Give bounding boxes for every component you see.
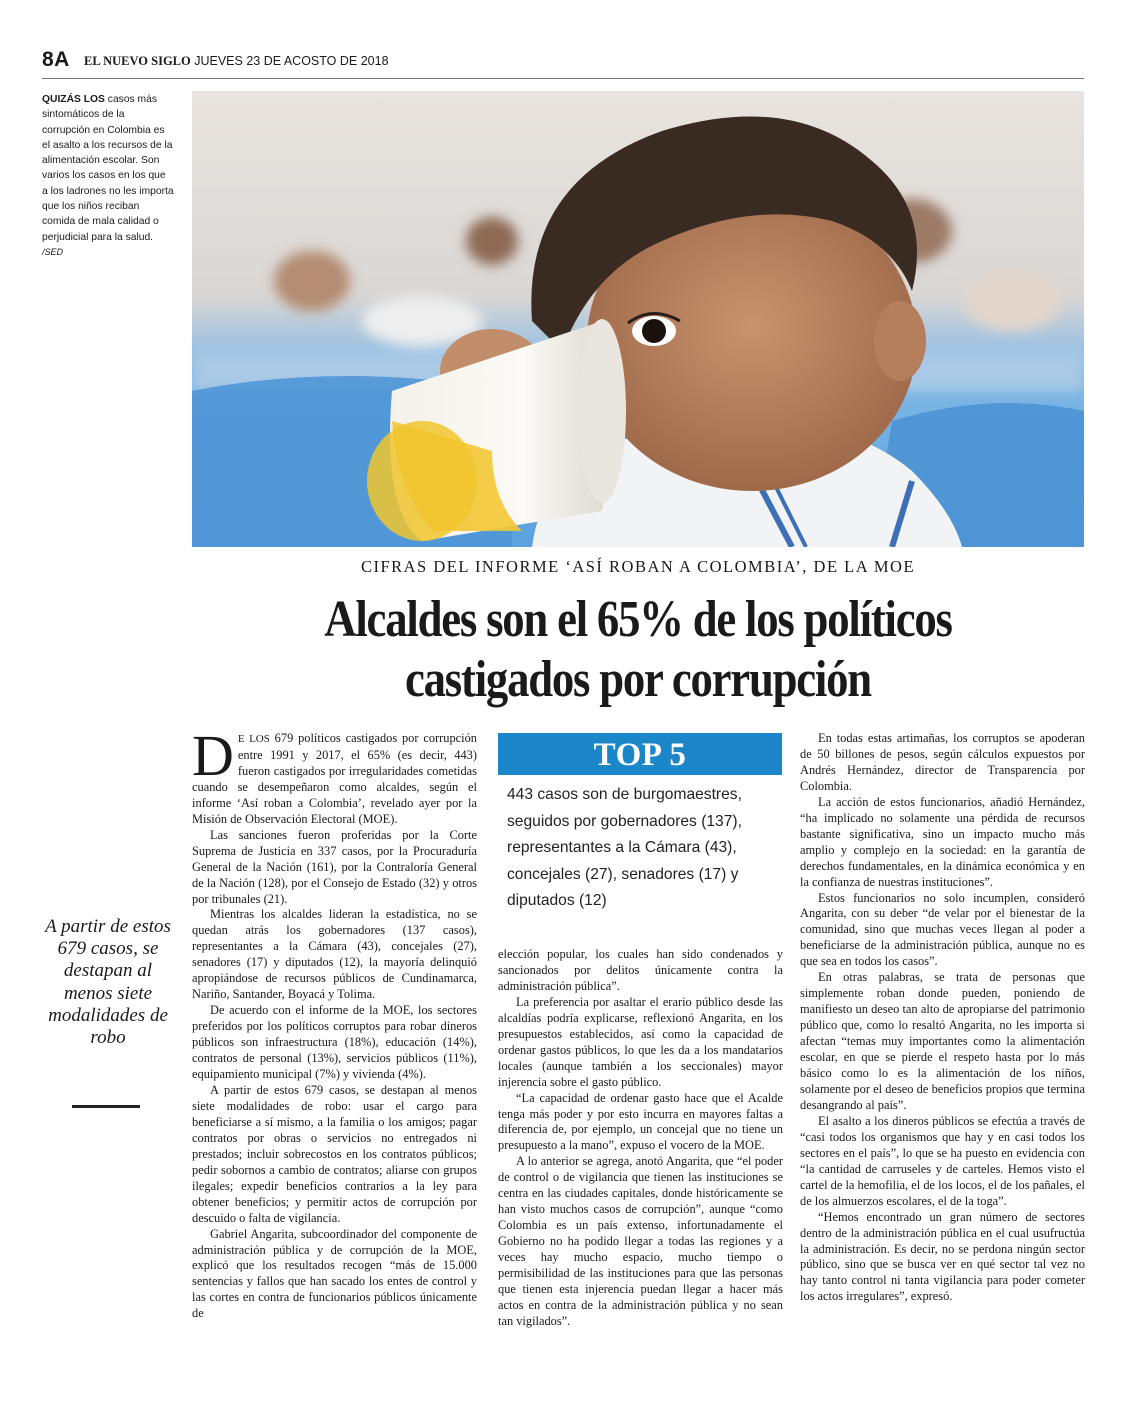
pull-quote: A partir de estos 679 casos, se destapan al menos siete modalidades de robo: [45, 916, 171, 1049]
header-rule: [42, 78, 1084, 79]
caption-lead: QUIZÁS LOS: [42, 94, 105, 105]
paragraph: En otras palabras, se trata de personas que simplemente roban donde pueden, poniendo de manifiesto un deseo tan alto de apropiarse del patrimonio público que, como lo resaltó Angarita, no les importa si afectan “temas muy importantes como la alimentación escolar, en que se pierde el respeto hasta por lo más básico como lo es la alimentación de los niños, solamente por el deseo de beneficios propios que termina desangrando al país”.: [800, 970, 1085, 1112]
pull-quote-rule: [72, 1105, 140, 1108]
article-column-1: [192, 723, 477, 1322]
top5-text: 443 casos son de burgomaestres, seguidos por gobernadores (137), representantes a la Cámara (43), concejales (27), senadores (17) y diputados (12): [507, 786, 742, 910]
lead-photo: [192, 91, 1084, 547]
drop-cap: D: [192, 723, 234, 788]
paragraph: La acción de estos funcionarios, añadió Hernández, “ha implicado no solamente una pérdida de recursos bastante significativa, sino un impacto mucho más amplio y complejo en la sociedad: en la garantía de derechos fundamentales, en la dinámica económica y en la confianza de nuestras instituciones”.: [800, 794, 1085, 889]
page-number: 8A: [42, 48, 70, 71]
paragraph: De acuerdo con el informe de la MOE, los sectores preferidos por los políticos corruptos para robar dineros públicos son infraestructura (18%), educación (14%), contratos de personal (13%), servicios públicos (11%), equipamiento municipal (7%) y vivienda (4%).: [192, 1003, 477, 1082]
lead-smallcaps: E LOS: [237, 733, 270, 745]
issue-date: JUEVES 23 DE ACOSTO DE 2018: [194, 54, 389, 68]
paragraph: Las sanciones fueron proferidas por la Corte Suprema de Justicia en 337 casos, por la Procuraduría General de la Nación (161), por la Contraloría General de la Nación (128), por el Consejo de Estado (32) y otros por tribunales (21).: [192, 827, 477, 906]
paragraph: [192, 723, 477, 828]
caption-text: casos más sintomáticos de la corrupción en Colombia es el asalto a los recursos de la alimentación escolar. Son varios los casos en los que a los ladrones no les importa que los niños reciban comida de mala calidad o perjudicial para la salud.: [42, 94, 174, 243]
paragraph: A partir de estos 679 casos, se destapan al menos siete modalidades de robo: usar el cargo para beneficiarse a sí mismo, a la familia o los amigos; pagar contratos por obras o servicios no entregados ni prestados; incluir sobrecostos en los contratos públicos; pedir sobornos a cambio de contratos; aliarse con grupos ilegales; expedir beneficios contrarios a la ley para obtener beneficios; y permitir actos de corrupción por descuido o falta de vigilancia.: [192, 1082, 477, 1225]
child-drinking-juice-photo: [192, 91, 1084, 547]
caption-credit: /SED: [42, 246, 64, 257]
paragraph: A lo anterior se agrega, anotó Angarita, que “el poder de control o de vigilancia que tienen las instituciones se centra en las ciudades capitales, donde históricamente se han visto muchos casos de corrupción”, aunque “como Colombia es un país extenso, infortunadamente el Gobierno no ha podido llegar a todas las regiones y a veces hay mucho espacio, mucho tiempo o permisibilidad de las instituciones para que las personas que tienen esta injerencia puedan llegar a hacer más actos en contra de la administración pública y no sean tan vigilados”.: [498, 1154, 783, 1328]
paragraph: Estos funcionarios no solo incumplen, consideró Angarita, con su deber “de velar por el bienestar de la comunidad, sino que muchas veces llegan al poder a beneficiarse de la administración pública, aunque no es que sea en todos los casos”.: [800, 890, 1085, 969]
article-column-2: [498, 947, 783, 1330]
paragraph: “Hemos encontrado un gran número de sectores dentro de la administración pública en el cual usufructúa la administración. Es decir, no se perdona ningún sector público, sino que se busca ver en qué sector tal vez no hay tanto control ni tanta vigilancia para poder cometer los actos irregulares”, expresó.: [800, 1209, 1085, 1304]
paragraph: elección popular, los cuales han sido condenados y sancionados por delitos únicamente contra la administración pública”.: [498, 947, 783, 993]
top5-title: TOP 5: [593, 737, 687, 773]
paragraph: El asalto a los dineros públicos se efectúa a través de “casi todos los organismos que hay y en casi todos los sectores en el país”, lo que se ha puesto en evidencia con “la cantidad de carruseles y de carteles. Hemos visto el cartel de la hemofilia, el de los locos, el de los pañales, el de los almuerzos escolares, el de la toga”.: [800, 1113, 1085, 1208]
article-column-3: [800, 731, 1085, 1305]
paragraph: “La capacidad de ordenar gasto hace que el Acalde tenga más poder y por esto incurra en mayores faltas a diferencia de, por ejemplo, un concejal que no tiene un presupuesto a la mano”, expuso el vocero de la MOE.: [498, 1090, 783, 1153]
newspaper-name: EL NUEVO SIGLO: [84, 54, 191, 68]
paragraph-text: 679 políticos castigados por corrupción entre 1991 y 2017, el 65% (es decir, 443) fueron castigados por irregularidades cometidas cuando se desempeñaron como alcaldes, según el informe ‘Así roban a Colombia’, revelado ayer por la Misión de Observación Electoral (MOE).: [192, 731, 477, 826]
paragraph: En todas estas artimañas, los corruptos se apoderan de 50 billones de pesos, según cálculos expuestos por Andrés Hernández, director de Transparencia por Colombia.: [800, 731, 1085, 793]
headline: Alcaldes son el 65% de los políticos castigados por corrupción: [324, 591, 952, 708]
masthead: [84, 54, 389, 69]
paragraph: Gabriel Angarita, subcoordinador del componente de administración pública y de corrupción de la MOE, explicó que los resultados recogen “más de 15.000 sentencias y fallos que han sacado los entes de control y las cortes en contra de funcionarios públicos únicamente de: [192, 1226, 477, 1321]
article-kicker: CIFRAS DEL INFORME ‘ASÍ ROBAN A COLOMBIA’, DE LA MOE: [360, 557, 916, 576]
paragraph: La preferencia por asaltar el erario público desde las alcaldías podría explicarse, reflexionó Angarita, en los presupuestos establecidos, así como la capacidad de ordenar gastos públicos, lo que les da a los mandatarios locales (aunque también a los seccionales) mayor injerencia sobre el gasto público.: [498, 994, 783, 1089]
paragraph: Mientras los alcaldes lideran la estadística, no se quedan atrás los gobernadores (137 casos), representantes a la Cámara (43), concejales (27), senadores (17) y diputados (12), la mayoría delinquió apropiándose de recursos públicos de Cundinamarca, Nariño, Santander, Boyacá y Tolima.: [192, 907, 477, 1002]
photo-caption: [42, 92, 174, 260]
